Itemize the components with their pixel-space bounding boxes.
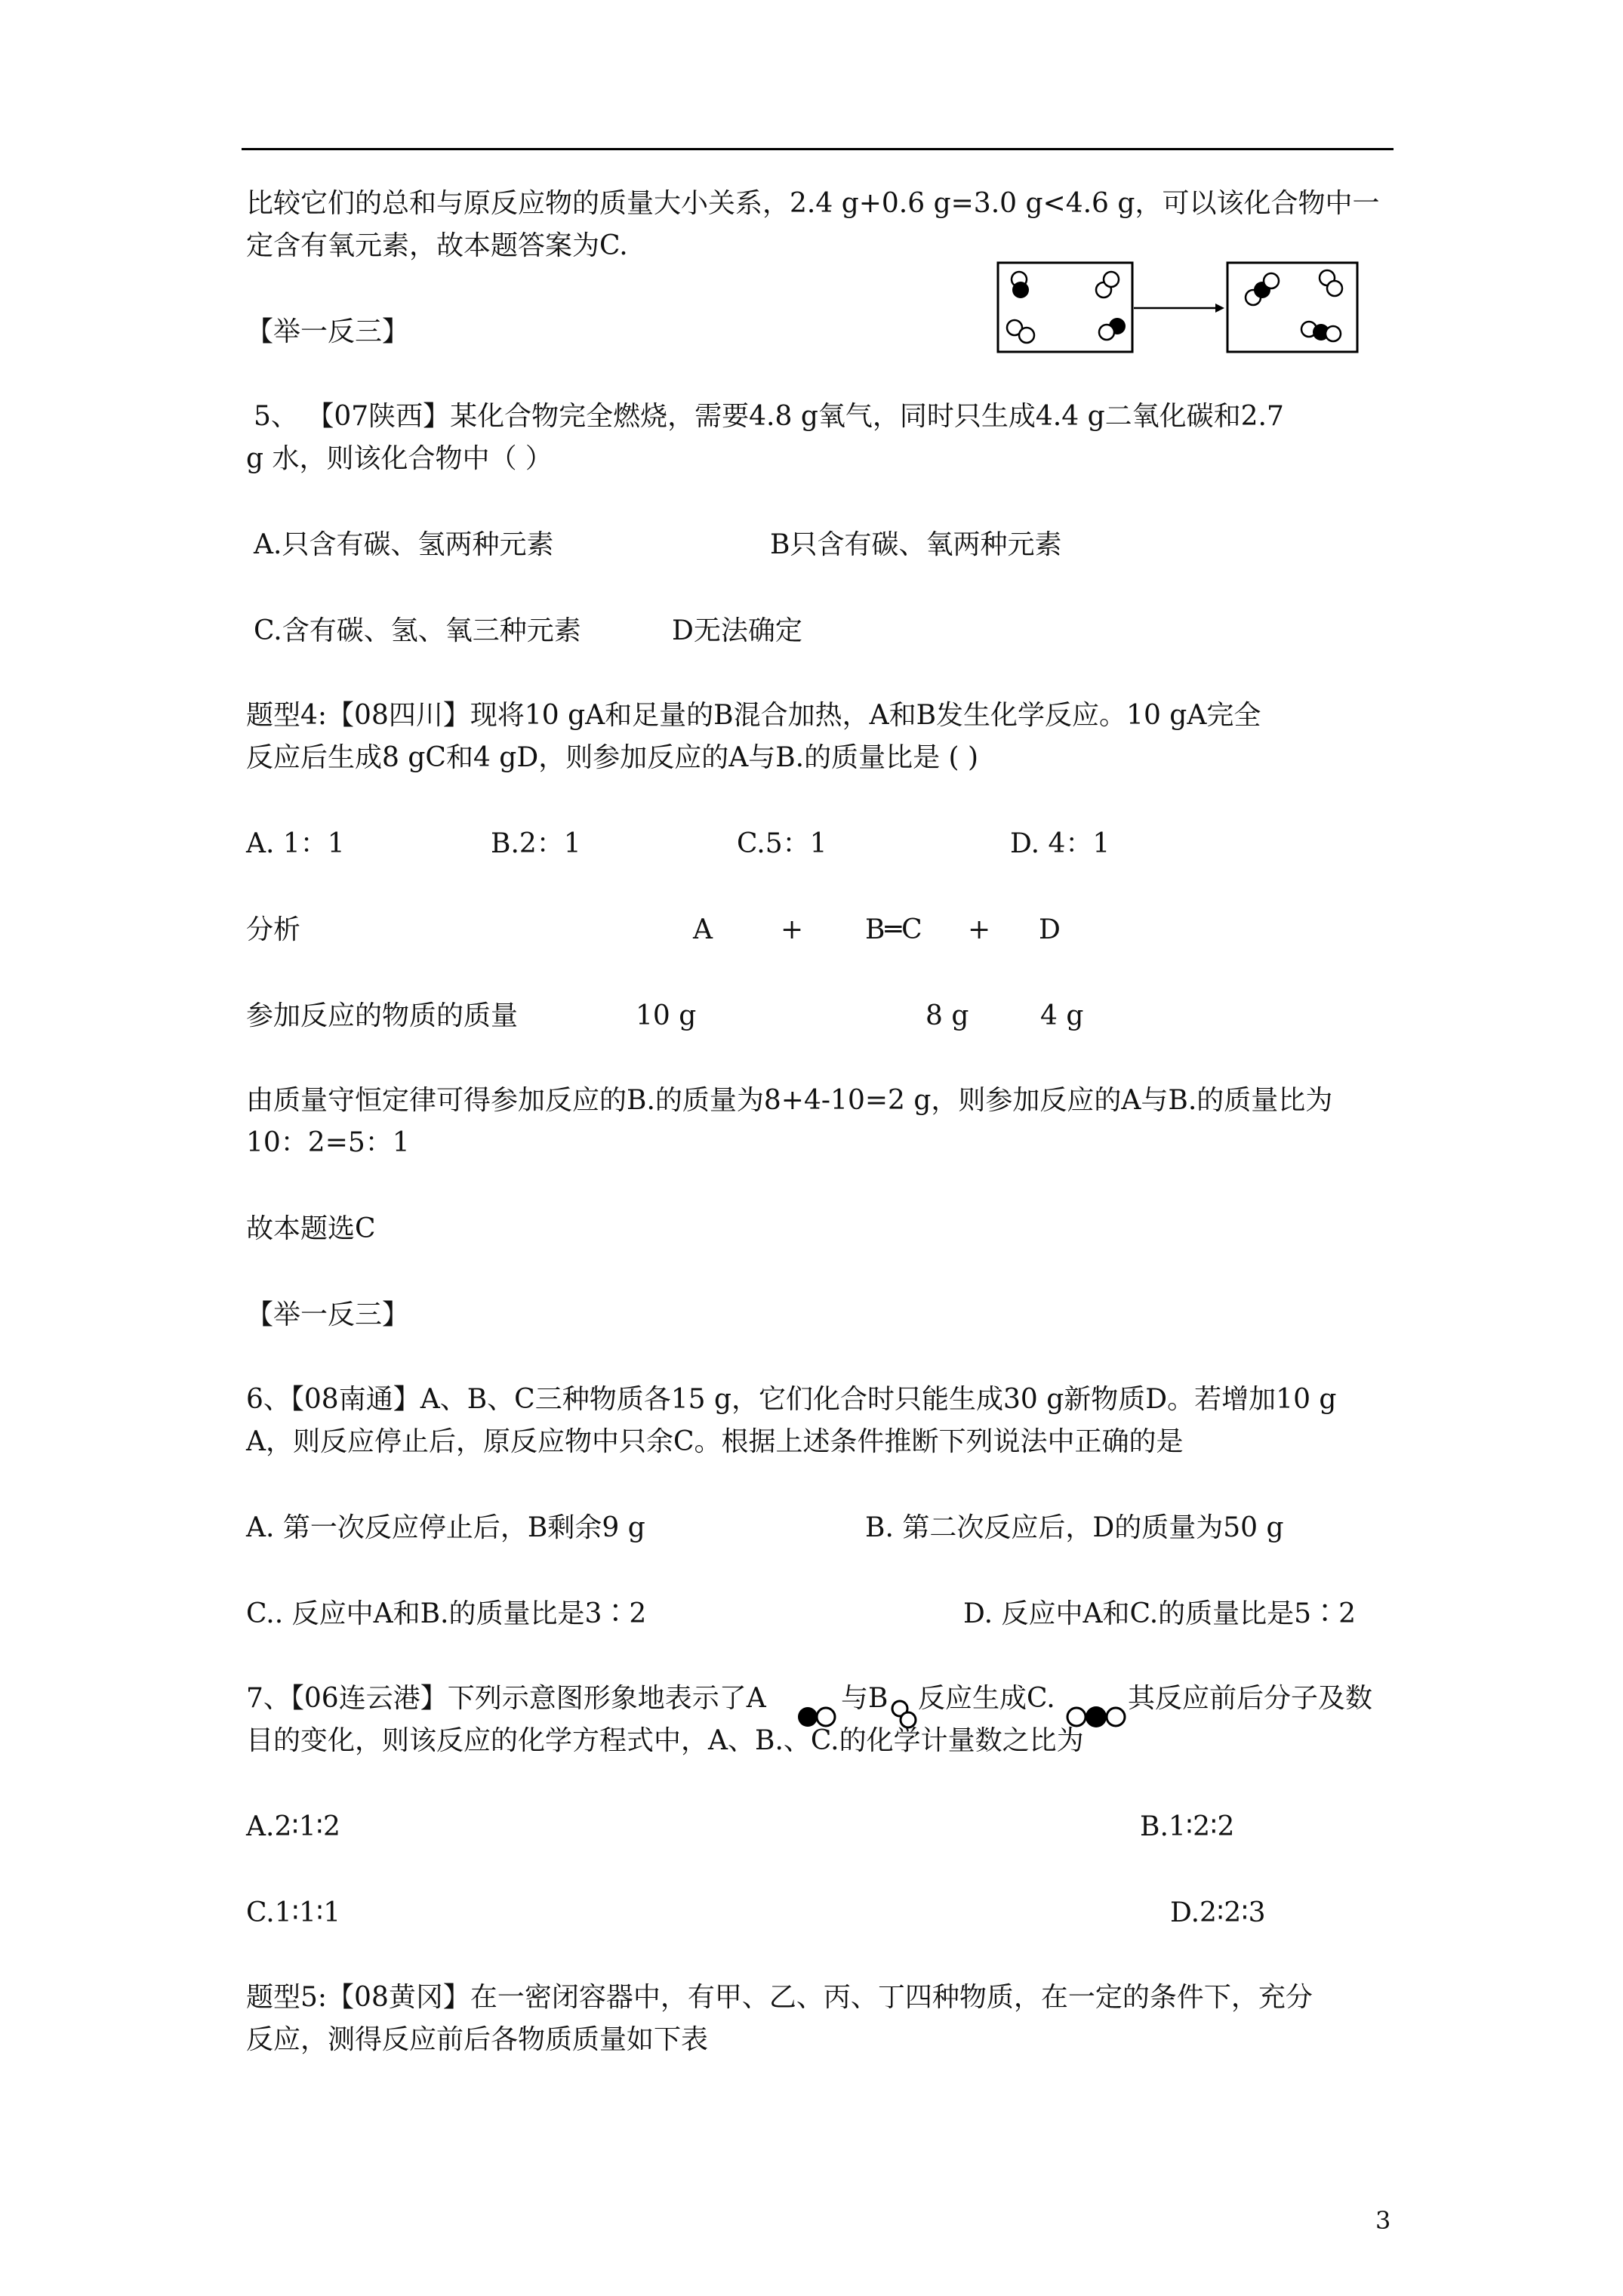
- text-line: A.2∶1∶2: [246, 1811, 340, 1842]
- text-line: 目的变化，则该反应的化学方程式中，A、B.、C.的化学计量数之比为: [246, 1725, 1084, 1756]
- text-line: 10：2=5：1: [246, 1127, 410, 1158]
- text-line: 定含有氧元素，故本题答案为C.: [246, 230, 628, 261]
- text-line: 其反应前后分子及数: [1128, 1683, 1373, 1714]
- text-line: D. 4：1: [1010, 828, 1110, 859]
- text-line: 由质量守恒定律可得参加反应的B.的质量为8+4-10=2 g，则参加反应的A与B.的质量比为: [246, 1085, 1333, 1116]
- molecule-atom-white: [1104, 272, 1119, 287]
- text-line: 10 g: [636, 1000, 697, 1031]
- text-line: 题型4:【08四川】现将10 gA和足量的B混合加热，A和B发生化学反应。10 gA完全: [246, 700, 1261, 731]
- text-line: 故本题选C: [246, 1213, 376, 1244]
- text-line: A，则反应停止后，原反应物中只余C。根据上述条件推断下列说法中正确的是: [246, 1426, 1184, 1457]
- text-line: 7、【06连云港】下列示意图形象地表示了A: [246, 1683, 766, 1714]
- text-line: 8 g: [925, 1000, 969, 1031]
- text-line: C.1∶1∶1: [246, 1897, 341, 1928]
- text-line: 分析: [246, 914, 301, 945]
- text-line: B.2：1: [491, 828, 581, 859]
- text-line: 6、【08南通】A、B、C三种物质各15 g，它们化合时只能生成30 g新物质D。若增加10 g: [246, 1384, 1337, 1415]
- text-line: D无法确定: [672, 615, 802, 646]
- arrow-head-icon: [1215, 304, 1224, 313]
- molecule-atom-black: [1012, 282, 1029, 298]
- text-line: A. 1：1: [246, 828, 345, 859]
- text-line: B. 第二次反应后，D的质量为50 g: [865, 1512, 1284, 1543]
- molecule-atom-white: [1327, 281, 1342, 296]
- text-line: 参加反应的物质的质量: [246, 1000, 519, 1031]
- header-rule: [242, 148, 1394, 150]
- text-line: B═C: [865, 914, 922, 945]
- text-line: D: [1039, 914, 1061, 945]
- text-line: C.含有碳、氢、氧三种元素: [254, 615, 581, 646]
- text-line: +: [781, 914, 804, 945]
- text-line: 4 g: [1040, 1000, 1084, 1031]
- text-line: 反应后生成8 gC和4 gD，则参加反应的A与B.的质量比是 ( ): [246, 742, 979, 773]
- page-number: 3: [1375, 2206, 1391, 2235]
- text-line: 【举一反三】: [246, 316, 410, 347]
- text-line: C.5：1: [737, 828, 827, 859]
- molecule-atom-white: [1326, 326, 1341, 341]
- text-line: 【举一反三】: [246, 1299, 410, 1330]
- text-line: A.只含有碳、氢两种元素: [254, 529, 554, 560]
- molecule-atom-white: [1264, 273, 1279, 288]
- text-line: C.. 反应中A和B.的质量比是3∶2: [246, 1598, 647, 1629]
- text-line: 反应，测得反应前后各物质质量如下表: [246, 2024, 709, 2055]
- text-line: D. 反应中A和C.的质量比是5∶2: [963, 1598, 1356, 1629]
- text-line: +: [968, 914, 991, 945]
- molecule-atom-white: [1019, 328, 1034, 343]
- reaction-diagram: [996, 260, 1359, 358]
- text-line: A. 第一次反应停止后，B剩余9 g: [246, 1512, 645, 1543]
- text-line: A: [693, 914, 713, 945]
- text-line: 题型5:【08黄冈】在一密闭容器中，有甲、乙、丙、丁四种物质，在一定的条件下，充分: [246, 1982, 1313, 2013]
- text-line: 与B: [841, 1683, 888, 1714]
- text-line: 比较它们的总和与原反应物的质量大小关系，2.4 g+0.6 g=3.0 g<4.6 g，可以该化合物中一: [246, 188, 1380, 219]
- text-line: 5、 【07陕西】某化合物完全燃烧，需要4.8 g氧气，同时只生成4.4 g二氧化碳和2.7: [254, 401, 1284, 432]
- text-line: 反应生成C.: [918, 1683, 1055, 1714]
- molecule-atom-white: [1099, 325, 1114, 340]
- text-line: D.2∶2∶3: [1170, 1897, 1266, 1928]
- text-line: B.1∶2∶2: [1140, 1811, 1235, 1842]
- text-line: g 水，则该化合物中（ ）: [246, 443, 553, 474]
- text-line: B只含有碳、氧两种元素: [770, 529, 1062, 560]
